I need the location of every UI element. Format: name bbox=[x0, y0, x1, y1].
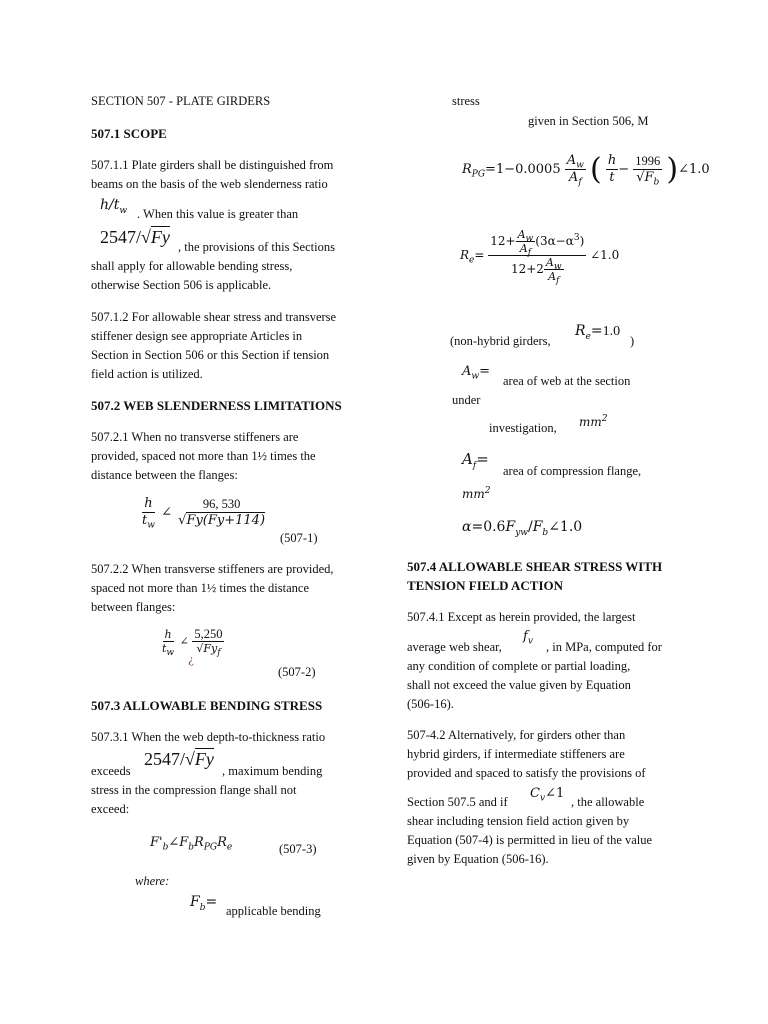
heading-line: 507.4 ALLOWABLE SHEAR STRESS WITH bbox=[407, 559, 663, 574]
unit-mm2-2: $mm^2$ bbox=[462, 486, 491, 501]
eq2-numerator: 5,250 bbox=[194, 627, 223, 641]
investigation-text: investigation, bbox=[489, 421, 557, 435]
text-line: otherwise Section 506 is applicable. bbox=[91, 278, 272, 292]
af-definition: area of compression flange, bbox=[503, 464, 642, 478]
text-line: between flanges: bbox=[91, 600, 176, 614]
nonhybrid-close-paren: ) bbox=[630, 334, 635, 348]
text-line: distance between the flanges: bbox=[91, 468, 238, 482]
heading-507-2: 507.2 WEB SLENDERNESS LIMITATIONS bbox=[91, 398, 342, 413]
text-line: shall apply for allowable bending stress, bbox=[91, 259, 293, 273]
formula-re-eq-1: $R_e=1.0$ bbox=[575, 323, 621, 342]
equation-507-1: $\frac{h}{t_w}$ ∠ $\frac{96, 530}{√Fy(Fy+114)}$ bbox=[142, 496, 266, 531]
text-line: given by Equation (506-16). bbox=[407, 852, 549, 866]
formula-cv-le-1: $C_v\angle 1$ bbox=[530, 786, 565, 804]
formula-2547-sqrt-fy: 2547/√Fy bbox=[100, 227, 170, 247]
heading-507-3: 507.3 ALLOWABLE BENDING STRESS bbox=[91, 698, 323, 713]
text-line: average web shear, bbox=[407, 640, 502, 654]
formula-2547-sqrt-fy-2: 2547/√Fy bbox=[144, 749, 214, 769]
eq-tag-507-3: (507-3) bbox=[279, 842, 317, 856]
text-line: shall not exceed the value given by Equation bbox=[407, 678, 631, 692]
eq-tag-507-1: (507-1) bbox=[280, 531, 318, 545]
heading-line: TENSION FIELD ACTION bbox=[407, 578, 564, 593]
text-line: provided, spaced not more than 1½ times the bbox=[91, 449, 316, 463]
nonhybrid-text: (non-hybrid girders, bbox=[450, 334, 551, 348]
text-line: provided and spaced to satisfy the provisions of bbox=[407, 766, 646, 780]
formula-fb-eq: $F_b=$ bbox=[190, 894, 218, 913]
eq1-numerator: 96, 530 bbox=[202, 497, 241, 511]
fb-definition: applicable bending bbox=[226, 904, 321, 918]
equation-507-3: $F'_b\angle F_bR_{PG}R_e$ bbox=[150, 835, 233, 853]
text-line: hybrid girders, if intermediate stiffeners are bbox=[407, 747, 625, 761]
text-line: 507.2.2 When transverse stiffeners are provided, bbox=[91, 562, 334, 576]
text-line: exceeds bbox=[91, 764, 131, 778]
text-line: (506-16). bbox=[407, 697, 454, 711]
text-line: 507.4.1 Except as herein provided, the largest bbox=[407, 610, 636, 624]
text-line: stiffener design see appropriate Articles in bbox=[91, 329, 303, 343]
text-line: shear including tension field action given by bbox=[407, 814, 630, 828]
text-line: stress in the compression flange shall not bbox=[91, 783, 297, 797]
equation-507-2: $\frac{h}{t_w}$ ∠ $\frac{5,250}{√Fy_f}$ ¿ bbox=[162, 627, 223, 666]
where-label: where: bbox=[135, 874, 170, 888]
text-line: Section in Section 506 or this Section if tension bbox=[91, 348, 330, 362]
text-line: any condition of complete or partial loading, bbox=[407, 659, 631, 673]
text-line: , the allowable bbox=[571, 795, 645, 809]
formula-af-eq: $A_f=$ bbox=[462, 450, 489, 471]
formula-h-over-tw: $h/t_w$ bbox=[100, 197, 128, 216]
text-line: exceed: bbox=[91, 802, 130, 816]
stress-word: stress bbox=[452, 94, 480, 108]
given-in-section: given in Section 506, M bbox=[528, 114, 649, 128]
text-line: , maximum bending bbox=[222, 764, 323, 778]
unit-mm2-1: $mm^2$ bbox=[579, 414, 608, 429]
text-line: . When this value is greater than bbox=[137, 207, 299, 221]
text-line: Equation (507-4) is permitted in lieu of the value bbox=[407, 833, 653, 847]
under-text: under bbox=[452, 393, 481, 407]
text-line: , in MPa, computed for bbox=[546, 640, 662, 654]
text-line: 507.1.2 For allowable shear stress and transverse bbox=[91, 310, 337, 324]
text-line: 507.2.1 When no transverse stiffeners are bbox=[91, 430, 299, 444]
rpg-constant: 1996 bbox=[635, 154, 661, 168]
text-line: 507-4.2 Alternatively, for girders other than bbox=[407, 728, 626, 742]
formula-fv: $f_v$ bbox=[523, 629, 533, 647]
eq-tag-507-2: (507-2) bbox=[278, 665, 316, 679]
text-line: , the provisions of this Sections bbox=[178, 240, 335, 254]
equation-re: $R_e=$ 12+ $\frac{A_w}{A_f}$ $(3\alpha-\alpha^3)$ 12+2 $\frac{A_w}{A_f}$ ∠1.0 bbox=[460, 228, 620, 287]
text-line: spaced not more than 1½ times the distance bbox=[91, 581, 309, 595]
text-line: 507.1.1 Plate girders shall be distinguished from bbox=[91, 158, 334, 172]
heading-507-1: 507.1 SCOPE bbox=[91, 126, 167, 141]
aw-definition: area of web at the section bbox=[503, 374, 631, 388]
equation-rpg: $R_{PG}=1-0.0005$ $\frac{A_w}{A_f}$ ( $\frac{h}{t}$ − $\frac{1996}{√F_b}$ )∠1.0 bbox=[462, 152, 710, 188]
text-line: Section 507.5 and if bbox=[407, 795, 508, 809]
text-line: 507.3.1 When the web depth-to-thickness ratio bbox=[91, 730, 326, 744]
formula-aw-eq: $A_w=$ bbox=[462, 364, 491, 382]
formula-alpha: $\alpha=0.6F_{yw}/F_b\angle 1.0$ bbox=[462, 519, 583, 538]
section-title: SECTION 507 - PLATE GIRDERS bbox=[91, 94, 271, 108]
text-line: field action is utilized. bbox=[91, 367, 203, 381]
text-line: beams on the basis of the web slenderness ratio bbox=[91, 177, 328, 191]
